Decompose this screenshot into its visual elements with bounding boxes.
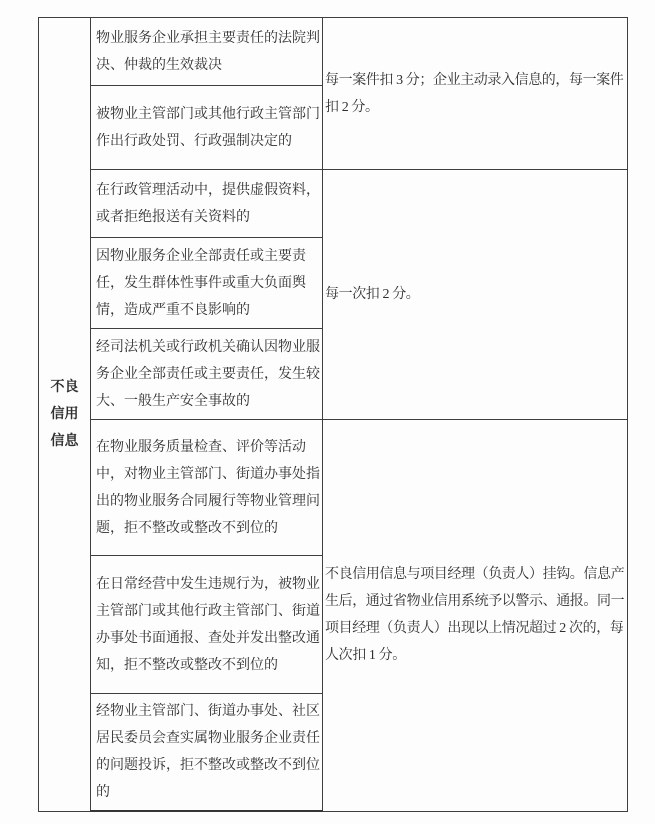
category-label-line: 不良 [50, 379, 79, 395]
item-cell-verified-complaint: 经物业主管部门、街道办事处、社区居民委员会查实属物业服务企业责任的问题投诉，拒不整改或整改不到位的 [91, 694, 323, 812]
item-cell-admin-penalty: 被物业主管部门或其他行政主管部门作出行政处罚、行政强制决定的 [91, 86, 323, 170]
deduction-cell-project-manager: 不良信用信息与项目经理（负责人）挂钩。信息产生后，通过省物业信用系统予以警示、通报。同一项目经理（负责人）出现以上情况超过 2 次的，每人次扣 1 分。 [323, 420, 628, 812]
item-cell-false-materials: 在行政管理活动中，提供虚假资料，或者拒绝报送有关资料的 [91, 170, 323, 238]
table-row [39, 18, 628, 86]
deduction-cell-per-case: 每一案件扣 3 分；企业主动录入信息的，每一案件扣 2 分。 [323, 18, 628, 170]
credit-info-table [38, 17, 628, 812]
item-cell-mass-incident: 因物业服务企业全部责任或主要责任，发生群体性事件或重大负面舆情，造成严重不良影响的 [91, 238, 323, 329]
table-row [39, 170, 628, 238]
table-row [39, 420, 628, 556]
category-label-line: 信用 [50, 406, 79, 422]
item-cell-court-ruling: 物业服务企业承担主要责任的法院判决、仲裁的生效裁决 [91, 18, 323, 86]
deduction-cell-per-incident: 每一次扣 2 分。 [323, 170, 628, 420]
item-cell-daily-violation: 在日常经营中发生违规行为，被物业主管部门或其他行政主管部门、街道办事处书面通报、查处并发出整改通知，拒不整改或整改不到位的 [91, 556, 323, 694]
category-label-line: 信息 [50, 433, 79, 449]
category-cell-bad-credit-info [39, 18, 91, 812]
item-cell-quality-inspection: 在物业服务质量检查、评价等活动中，对物业主管部门、街道办事处指出的物业服务合同履行等物业管理问题，拒不整改或整改不到位的 [91, 420, 323, 556]
item-cell-safety-accident: 经司法机关或行政机关确认因物业服务企业全部责任或主要责任，发生较大、一般生产安全事故的 [91, 329, 323, 420]
